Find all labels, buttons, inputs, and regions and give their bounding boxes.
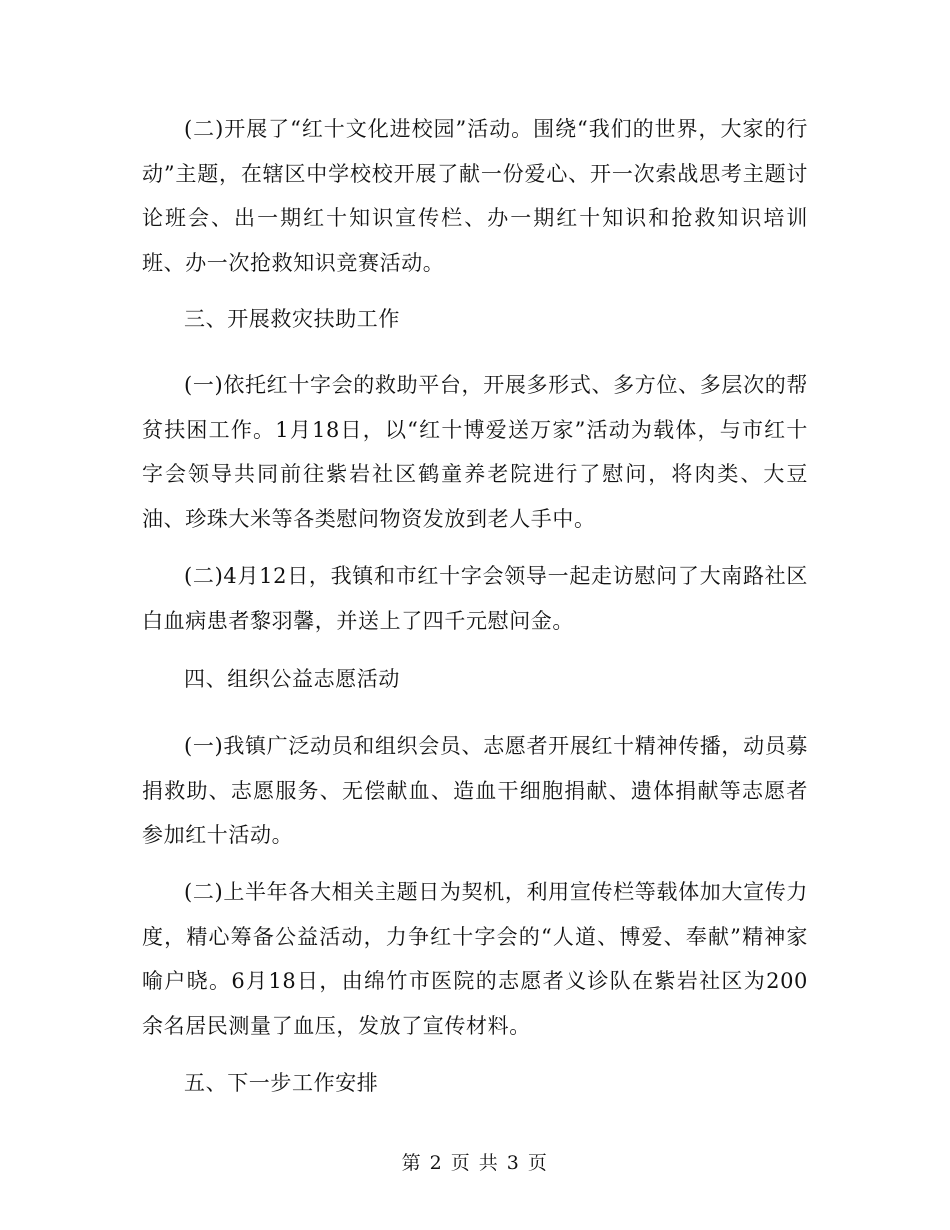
paragraph-publicity-campaign xyxy=(142,870,808,1048)
section-heading-next-steps xyxy=(142,1061,808,1106)
section-heading-disaster-relief xyxy=(142,297,808,342)
heading-text: 三、开展救灾扶助工作 xyxy=(184,307,400,331)
heading-text: 五、下一步工作安排 xyxy=(184,1071,379,1095)
paragraph-volunteer-mobilization xyxy=(142,724,808,858)
section-heading-volunteer-activities xyxy=(142,657,808,702)
paragraph-leukemia-visit xyxy=(142,554,808,643)
paragraph-text: (二)上半年各大相关主题日为契机，利用宣传栏等载体加大宣传力度，精心筹备公益活动，力争红十字会的“人道、博爱、奉献”精神家喻户晓。6月18日，由绵竹市医院的志愿者义诊队在紫岩社区为200余名居民测量了血压，发放了宣传材料。 xyxy=(142,880,808,1038)
heading-text: 四、组织公益志愿活动 xyxy=(184,667,400,691)
paragraph-text: (一)我镇广泛动员和组织会员、志愿者开展红十精神传播，动员募捐救助、志愿服务、无偿献血、造血干细胞捐献、遗体捐献等志愿者参加红十活动。 xyxy=(142,734,808,847)
paragraph-red-cross-campus-activity xyxy=(142,107,808,285)
page-footer: 第 2 页 共 3 页 xyxy=(401,1152,549,1174)
paragraph-text: (二)开展了“红十文化进校园”活动。围绕“我们的世界，大家的行动”主题，在辖区中学校校开展了献一份爱心、开一次索战思考主题讨论班会、出一期红十知识宣传栏、办一期红十知识和抢救知识培训班、办一次抢救知识竞赛活动。 xyxy=(142,117,808,275)
paragraph-poverty-relief xyxy=(142,363,808,541)
paragraph-text: (一)依托红十字会的救助平台，开展多形式、多方位、多层次的帮贫扶困工作。1月18日，以“红十博爱送万家”活动为载体，与市红十字会领导共同前往紫岩社区鹤童养老院进行了慰问，将肉类、大豆油、珍珠大米等各类慰问物资发放到老人手中。 xyxy=(142,373,808,531)
paragraph-text: (二)4月12日，我镇和市红十字会领导一起走访慰问了大南路社区白血病患者黎羽馨，并送上了四千元慰问金。 xyxy=(142,564,808,633)
